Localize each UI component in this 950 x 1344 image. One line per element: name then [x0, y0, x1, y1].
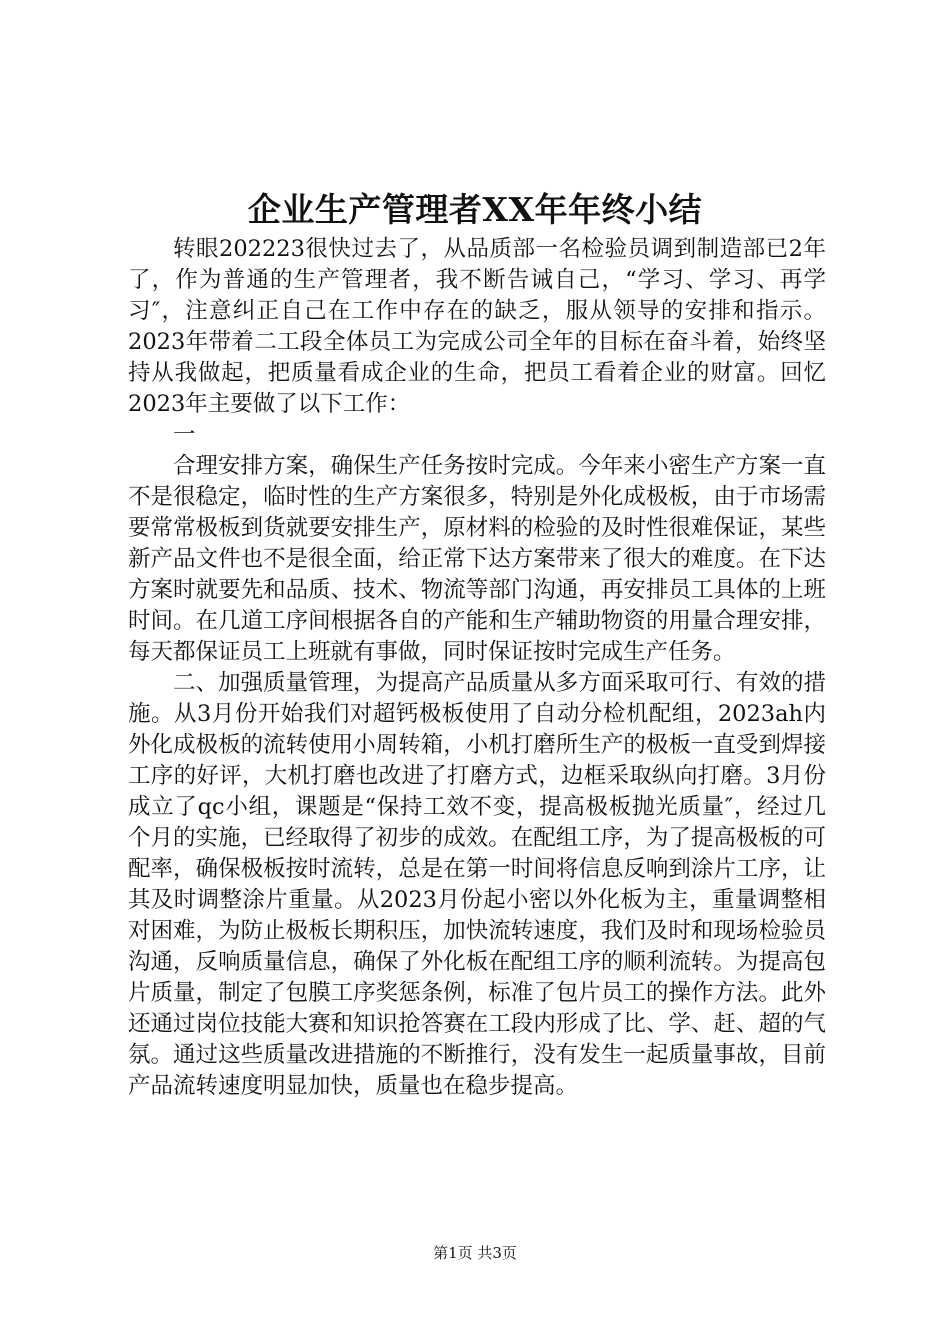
document-body: [128, 234, 826, 1102]
paragraph-quality: 二、加强质量管理，为提高产品质量从多方面采取可行、有效的措施。从3月份开始我们对超钙极板使用了自动分检机配组，2023ah内外化成极板的流转使用小周转箱，小机打磨所生产的极板一直受到焊接工序的好评，大机打磨也改进了打磨方式，边框采取纵向打磨。3月份成立了qc小组，课题是“保持工效不变，提高极板抛光质量″，经过几个月的实施，已经取得了初步的成效。在配组工序，为了提高极板的可配率，确保极板按时流转，总是在第一时间将信息反响到涂片工序，让其及时调整涂片重量。从2023月份起小密以外化板为主，重量调整相对困难，为防止极板长期积压，加快流转速度，我们及时和现场检验员沟通，反响质量信息，确保了外化板在配组工序的顺利流转。为提高包片质量，制定了包膜工序奖惩条例，标准了包片员工的操作方法。此外还通过岗位技能大赛和知识抢答赛在工段内形成了比、学、赶、超的气氛。通过这些质量改进措施的不断推行，没有发生一起质量事故，目前产品流转速度明显加快，质量也在稳步提高。: [128, 670, 826, 1099]
page-footer: 第1页 共3页: [433, 1244, 517, 1262]
paragraph-planning: 合理安排方案，确保生产任务按时完成。今年来小密生产方案一直不是很稳定，临时性的生产方案很多，特别是外化成极板，由于市场需要常常极板到货就要安排生产，原材料的检验的及时性很难保证，某些新产品文件也不是很全面，给正常下达方案带来了很大的难度。在下达方案时就要先和品质、技术、物流等部门沟通，再安排员工具体的上班时间。在几道工序间根据各自的产能和生产辅助物资的用量合理安排，每天都保证员工上班就有事做，同时保证按时完成生产任务。: [128, 453, 826, 665]
document-title: 企业生产管理者XX年年终小结: [247, 190, 703, 229]
paragraph-intro: 转眼202223很快过去了，从品质部一名检验员调到制造部已2年了，作为普通的生产管理者，我不断告诫自己，“学习、学习、再学习″，注意纠正自己在工作中存在的缺乏，服从领导的安排和指示。2023年带着二工段全体员工为完成公司全年的目标在奋斗着，始终坚持从我做起，把质量看成企业的生命，把员工看着企业的财富。回忆2023年主要做了以下工作：: [128, 236, 826, 417]
section-number: 一: [173, 422, 196, 448]
